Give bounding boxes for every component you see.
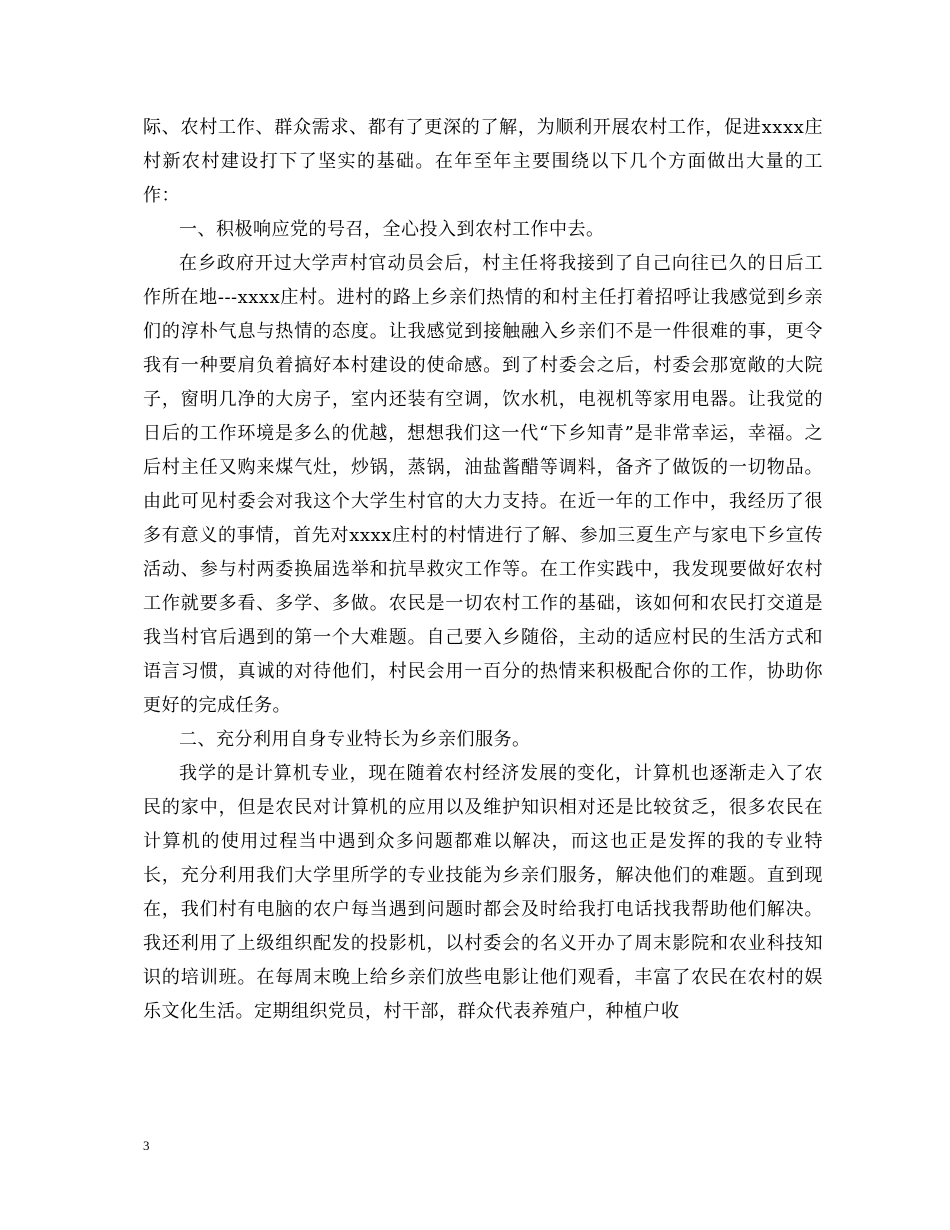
page-number: 3 xyxy=(143,1138,150,1153)
paragraph-4-heading: 二、充分利用自身专业特长为乡亲们服务。 xyxy=(179,729,531,750)
paragraph-2-heading: 一、积极响应党的号召，全心投入到农村工作中去。 xyxy=(179,219,605,240)
body-text xyxy=(143,111,823,1029)
paragraph-5: 我学的是计算机专业，现在随着农村经济发展的变化，计算机也逐渐走入了农民的家中，但是农民对计算机的应用以及维护知识相对还是比较贫乏，很多农民在计算机的使用过程当中遇到众多问题都难以解决，而这也正是发挥的我的专业特长，充分利用我们大学里所学的专业技能为乡亲们服务，解决他们的难题。直到现在，我们村有电脑的农户每当遇到问题时都会及时给我打电话找我帮助他们解决。我还利用了上级组织配发的投影机，以村委会的名义开办了周末影院和农业科技知识的培训班。在每周末晚上给乡亲们放些电影让他们观看，丰富了农民在农村的娱乐文化生活。定期组织党员，村干部，群众代表养殖户，种植户收 xyxy=(143,763,823,1022)
paragraph-1: 际、农村工作、群众需求、都有了更深的了解，为顺利开展农村工作，促进xxxx庄村新农村建设打下了坚实的基础。在年至年主要围绕以下几个方面做出大量的工作： xyxy=(143,117,823,206)
paragraph-3: 在乡政府开过大学声村官动员会后，村主任将我接到了自己向往已久的日后工作所在地---xxxx庄村。进村的路上乡亲们热情的和村主任打着招呼让我感觉到乡亲们的淳朴气息与热情的态度。让我感觉到接触融入乡亲们不是一件很难的事，更令我有一种要肩负着搞好本村建设的使命感。到了村委会之后，村委会那宽敞的大院子，窗明几净的大房子，室内还装有空调，饮水机，电视机等家用电器。让我觉的日后的工作环境是多么的优越，想想我们这一代“下乡知青”是非常幸运，幸福。之后村主任又购来煤气灶，炒锅，蒸锅，油盐酱醋等调料，备齐了做饭的一切物品。由此可见村委会对我这个大学生村官的大力支持。在近一年的工作中，我经历了很多有意义的事情，首先对xxxx庄村的村情进行了解、参加三夏生产与家电下乡宣传活动、参与村两委换届选举和抗旱救灾工作等。在工作实践中，我发现要做好农村工作就要多看、多学、多做。农民是一切农村工作的基础，该如何和农民打交道是我当村官后遇到的第一个大难题。自己要入乡随俗，主动的适应村民的生活方式和语言习惯，真诚的对待他们，村民会用一百分的热情来积极配合你的工作，协助你更好的完成任务。 xyxy=(143,253,823,716)
